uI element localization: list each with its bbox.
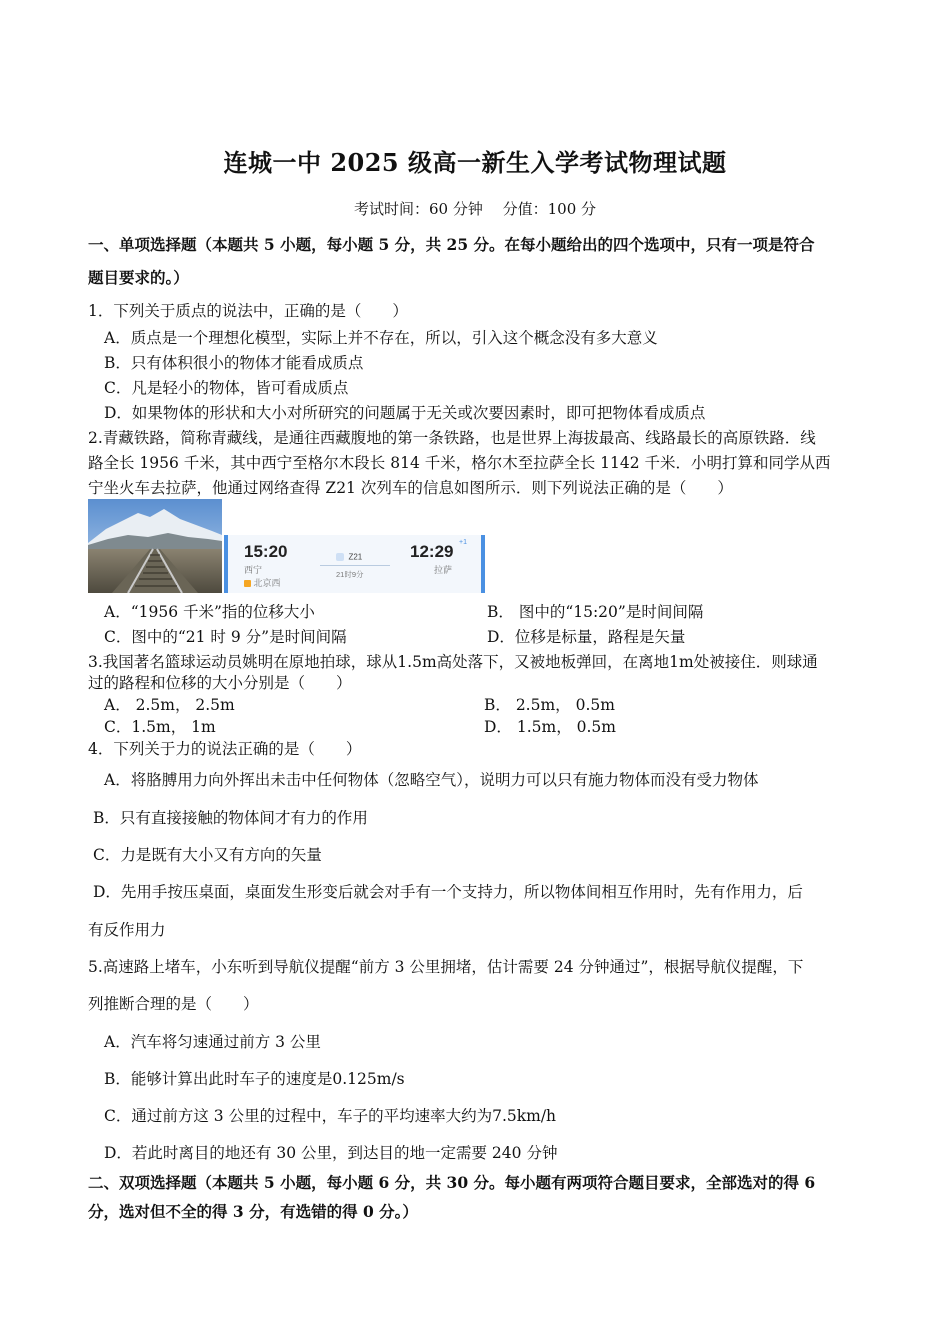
- q5-option-b: B．能够计算出此时车子的速度是0.125m/s: [104, 1070, 405, 1088]
- q3-stem-line1: 3.我国著名篮球运动员姚明在原地拍球，球从1.5m高处落下，又被地板弹回，在离地1m处被接住．则球通: [88, 653, 818, 671]
- q2-stem-line2: 路全长 1956 千米，其中西宁至格尔木段长 814 千米，格尔木至拉萨全长 1142 千米．小明打算和同学从西: [88, 454, 831, 472]
- q3-option-a: A． 2.5m， 2.5m: [104, 696, 235, 714]
- q1-option-b: B．只有体积很小的物体才能看成质点: [104, 354, 364, 372]
- q5-option-d: D．若此时离目的地还有 30 公里，到达目的地一定需要 240 分钟: [104, 1144, 558, 1162]
- section1-heading-line2: 题目要求的。）: [88, 268, 189, 287]
- q4-stem: 4．下列关于力的说法正确的是（ ）: [88, 740, 362, 758]
- q2-option-b: B． 图中的“15:20”是时间间隔: [487, 603, 704, 621]
- q2-stem-line1: 2.青藏铁路，简称青藏线，是通往西藏腹地的第一条铁路，也是世界上海拔最高、线路最长的高原铁路．线: [88, 429, 816, 447]
- q5-option-c: C．通过前方这 3 公里的过程中，车子的平均速率大约为7.5km/h: [104, 1107, 557, 1125]
- route-line: [320, 565, 390, 566]
- arrive-day-offset: +1: [459, 539, 467, 546]
- travel-duration: 21时9分: [336, 570, 364, 579]
- q1-stem: 1．下列关于质点的说法中，正确的是（ ）: [88, 302, 408, 320]
- train-ticket-card: [224, 535, 485, 593]
- q5-option-a: A．汽车将匀速通过前方 3 公里: [104, 1033, 321, 1051]
- q3-option-d: D． 1.5m， 0.5m: [484, 718, 616, 736]
- q5-stem-line2: 列推断合理的是（ ）: [88, 995, 259, 1013]
- q2-stem-line3: 宁坐火车去拉萨，他通过网络查得 Z21 次列车的信息如图所示．则下列说法正确的是（ ）: [88, 479, 733, 497]
- q4-option-d-line1: D．先用手按压桌面，桌面发生形变后就会对手有一个支持力，所以物体间相互作用时，先有作用力，后: [93, 883, 803, 901]
- arrive-time: 12:29: [410, 542, 454, 561]
- q4-option-a: A．将胳膊用力向外挥出未击中任何物体（忽略空气），说明力可以只有施力物体而没有受力物体: [104, 771, 759, 789]
- q4-option-b: B．只有直接接触的物体间才有力的作用: [93, 809, 368, 827]
- q4-option-c: C．力是既有大小又有方向的矢量: [93, 846, 322, 864]
- train-icon: [336, 553, 344, 561]
- q2-option-d: D．位移是标量，路程是矢量: [487, 628, 686, 646]
- train-number: Z21: [348, 552, 363, 562]
- depart-time: 15:20: [244, 542, 288, 561]
- exam-info: 考试时间：60 分钟 分值：100 分: [353, 200, 597, 218]
- railway-photo-illustration: [88, 499, 222, 593]
- q1-option-d: D．如果物体的形状和大小对所研究的问题属于无关或次要因素时，即可把物体看成质点: [104, 404, 706, 422]
- q1-option-a: A．质点是一个理想化模型，实际上并不存在，所以，引入这个概念没有多大意义: [104, 329, 658, 347]
- section2-heading-line1: 二、双项选择题（本题共 5 小题，每小题 6 分，共 30 分。每小题有两项符合题目要求，全部选对的得 6: [88, 1173, 816, 1192]
- q2-option-a: A．“1956 千米”指的位移大小: [104, 603, 315, 621]
- origin-station-row: [244, 576, 281, 589]
- section2-heading-line2: 分，选对但不全的得 3 分，有选错的得 0 分。）: [88, 1202, 418, 1221]
- origin-station: 北京西: [253, 578, 281, 588]
- arrive-station: 拉萨: [434, 565, 453, 575]
- section1-heading-line1: 一、单项选择题（本题共 5 小题，每小题 5 分，共 25 分。在每小题给出的四个选项中，只有一项是符合: [88, 235, 815, 254]
- q3-option-b: B． 2.5m， 0.5m: [484, 696, 615, 714]
- q2-option-c: C．图中的“21 时 9 分”是时间间隔: [104, 628, 347, 646]
- origin-marker-icon: [244, 580, 251, 587]
- q1-option-c: C．凡是轻小的物体，皆可看成质点: [104, 379, 349, 397]
- page-title: 连城一中 2025 级高一新生入学考试物理试题: [223, 148, 727, 177]
- q3-option-c: C．1.5m， 1m: [104, 718, 216, 736]
- q3-stem-line2: 过的路程和位移的大小分别是（ ）: [88, 674, 352, 692]
- q5-stem-line1: 5.高速路上堵车，小东听到导航仪提醒“前方 3 公里拥堵，估计需要 24 分钟通过”，根据导航仪提醒，下: [88, 958, 804, 976]
- railway-photo: [88, 499, 222, 593]
- train-number-badge: [336, 548, 376, 562]
- q4-option-d-line2: 有反作用力: [88, 921, 166, 939]
- depart-station: 西宁: [244, 565, 263, 575]
